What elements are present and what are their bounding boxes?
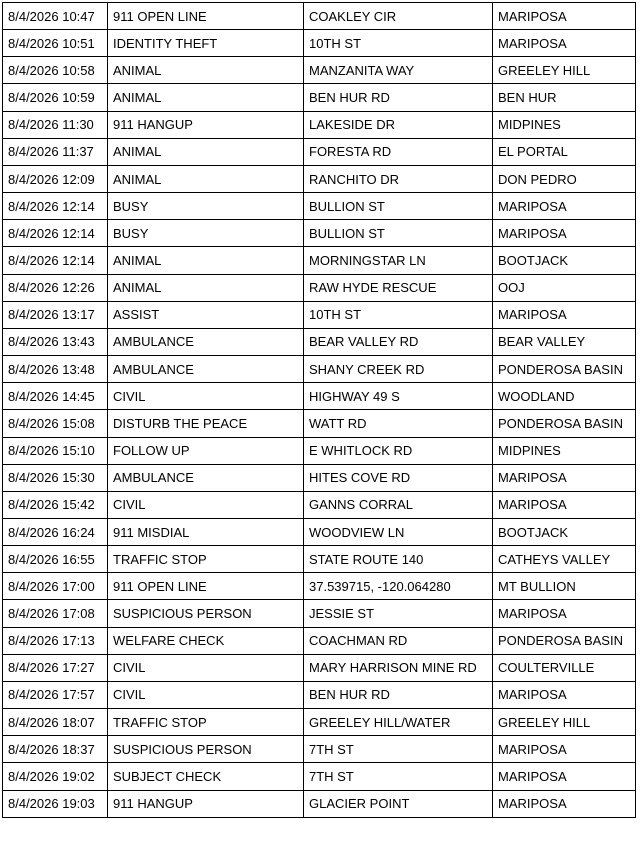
area-cell: PONDEROSA BASIN	[493, 410, 636, 437]
area-cell: MARIPOSA	[493, 30, 636, 57]
location-cell: GLACIER POINT	[304, 790, 493, 817]
location-cell: 37.539715, -120.064280	[304, 573, 493, 600]
call-type-cell: ASSIST	[108, 301, 304, 328]
call-type-cell: DISTURB THE PEACE	[108, 410, 304, 437]
datetime-cell: 8/4/2026 12:14	[3, 247, 108, 274]
call-log-table	[2, 2, 636, 818]
location-cell: WOODVIEW LN	[304, 518, 493, 545]
area-cell: MARIPOSA	[493, 790, 636, 817]
datetime-cell: 8/4/2026 17:13	[3, 627, 108, 654]
table-row	[3, 518, 636, 545]
table-row	[3, 546, 636, 573]
call-type-cell: BUSY	[108, 193, 304, 220]
datetime-cell: 8/4/2026 10:58	[3, 57, 108, 84]
call-type-cell: SUSPICIOUS PERSON	[108, 600, 304, 627]
table-row	[3, 84, 636, 111]
datetime-cell: 8/4/2026 19:02	[3, 763, 108, 790]
table-row	[3, 573, 636, 600]
location-cell: 10TH ST	[304, 301, 493, 328]
table-row	[3, 328, 636, 355]
area-cell: COULTERVILLE	[493, 654, 636, 681]
table-row	[3, 410, 636, 437]
call-type-cell: ANIMAL	[108, 138, 304, 165]
table-row	[3, 383, 636, 410]
call-type-cell: CIVIL	[108, 383, 304, 410]
call-type-cell: AMBULANCE	[108, 328, 304, 355]
call-type-cell: AMBULANCE	[108, 356, 304, 383]
datetime-cell: 8/4/2026 14:45	[3, 383, 108, 410]
datetime-cell: 8/4/2026 17:00	[3, 573, 108, 600]
location-cell: MANZANITA WAY	[304, 57, 493, 84]
datetime-cell: 8/4/2026 19:03	[3, 790, 108, 817]
area-cell: DON PEDRO	[493, 165, 636, 192]
area-cell: MARIPOSA	[493, 3, 636, 30]
call-type-cell: 911 OPEN LINE	[108, 573, 304, 600]
call-type-cell: BUSY	[108, 220, 304, 247]
area-cell: BOOTJACK	[493, 247, 636, 274]
area-cell: BOOTJACK	[493, 518, 636, 545]
table-row	[3, 654, 636, 681]
area-cell: GREELEY HILL	[493, 709, 636, 736]
datetime-cell: 8/4/2026 16:55	[3, 546, 108, 573]
datetime-cell: 8/4/2026 11:30	[3, 111, 108, 138]
datetime-cell: 8/4/2026 11:37	[3, 138, 108, 165]
call-type-cell: TRAFFIC STOP	[108, 709, 304, 736]
datetime-cell: 8/4/2026 12:09	[3, 165, 108, 192]
location-cell: BULLION ST	[304, 220, 493, 247]
table-row	[3, 600, 636, 627]
datetime-cell: 8/4/2026 15:42	[3, 491, 108, 518]
call-type-cell: CIVIL	[108, 681, 304, 708]
table-row	[3, 274, 636, 301]
table-row	[3, 790, 636, 817]
location-cell: BEAR VALLEY RD	[304, 328, 493, 355]
area-cell: BEN HUR	[493, 84, 636, 111]
call-type-cell: SUSPICIOUS PERSON	[108, 736, 304, 763]
table-row	[3, 736, 636, 763]
table-row	[3, 3, 636, 30]
area-cell: EL PORTAL	[493, 138, 636, 165]
call-type-cell: TRAFFIC STOP	[108, 546, 304, 573]
location-cell: GREELEY HILL/WATER	[304, 709, 493, 736]
call-type-cell: ANIMAL	[108, 274, 304, 301]
area-cell: MARIPOSA	[493, 193, 636, 220]
call-type-cell: SUBJECT CHECK	[108, 763, 304, 790]
location-cell: BULLION ST	[304, 193, 493, 220]
area-cell: MARIPOSA	[493, 600, 636, 627]
call-type-cell: 911 HANGUP	[108, 111, 304, 138]
table-row	[3, 138, 636, 165]
area-cell: PONDEROSA BASIN	[493, 627, 636, 654]
datetime-cell: 8/4/2026 12:26	[3, 274, 108, 301]
call-log-body	[3, 3, 636, 818]
table-row	[3, 247, 636, 274]
call-type-cell: 911 OPEN LINE	[108, 3, 304, 30]
area-cell: MARIPOSA	[493, 220, 636, 247]
location-cell: 7TH ST	[304, 763, 493, 790]
location-cell: STATE ROUTE 140	[304, 546, 493, 573]
call-type-cell: FOLLOW UP	[108, 437, 304, 464]
table-row	[3, 301, 636, 328]
datetime-cell: 8/4/2026 18:07	[3, 709, 108, 736]
area-cell: OOJ	[493, 274, 636, 301]
datetime-cell: 8/4/2026 13:43	[3, 328, 108, 355]
location-cell: 10TH ST	[304, 30, 493, 57]
location-cell: MORNINGSTAR LN	[304, 247, 493, 274]
datetime-cell: 8/4/2026 12:14	[3, 193, 108, 220]
location-cell: HITES COVE RD	[304, 464, 493, 491]
table-row	[3, 193, 636, 220]
location-cell: FORESTA RD	[304, 138, 493, 165]
table-row	[3, 57, 636, 84]
location-cell: MARY HARRISON MINE RD	[304, 654, 493, 681]
location-cell: BEN HUR RD	[304, 84, 493, 111]
table-row	[3, 763, 636, 790]
table-row	[3, 491, 636, 518]
area-cell: CATHEYS VALLEY	[493, 546, 636, 573]
datetime-cell: 8/4/2026 13:17	[3, 301, 108, 328]
area-cell: MIDPINES	[493, 111, 636, 138]
datetime-cell: 8/4/2026 10:51	[3, 30, 108, 57]
table-row	[3, 709, 636, 736]
call-type-cell: CIVIL	[108, 654, 304, 681]
location-cell: JESSIE ST	[304, 600, 493, 627]
location-cell: LAKESIDE DR	[304, 111, 493, 138]
location-cell: WATT RD	[304, 410, 493, 437]
area-cell: BEAR VALLEY	[493, 328, 636, 355]
call-type-cell: ANIMAL	[108, 247, 304, 274]
area-cell: MARIPOSA	[493, 464, 636, 491]
table-row	[3, 30, 636, 57]
datetime-cell: 8/4/2026 17:27	[3, 654, 108, 681]
area-cell: MARIPOSA	[493, 763, 636, 790]
call-type-cell: ANIMAL	[108, 84, 304, 111]
datetime-cell: 8/4/2026 15:30	[3, 464, 108, 491]
location-cell: RANCHITO DR	[304, 165, 493, 192]
call-type-cell: 911 MISDIAL	[108, 518, 304, 545]
call-type-cell: ANIMAL	[108, 57, 304, 84]
area-cell: PONDEROSA BASIN	[493, 356, 636, 383]
area-cell: MARIPOSA	[493, 736, 636, 763]
area-cell: MARIPOSA	[493, 301, 636, 328]
call-type-cell: WELFARE CHECK	[108, 627, 304, 654]
datetime-cell: 8/4/2026 17:57	[3, 681, 108, 708]
area-cell: MARIPOSA	[493, 491, 636, 518]
table-row	[3, 220, 636, 247]
table-row	[3, 627, 636, 654]
table-row	[3, 111, 636, 138]
location-cell: COAKLEY CIR	[304, 3, 493, 30]
datetime-cell: 8/4/2026 16:24	[3, 518, 108, 545]
table-row	[3, 464, 636, 491]
call-type-cell: AMBULANCE	[108, 464, 304, 491]
datetime-cell: 8/4/2026 18:37	[3, 736, 108, 763]
datetime-cell: 8/4/2026 10:59	[3, 84, 108, 111]
table-row	[3, 681, 636, 708]
call-type-cell: CIVIL	[108, 491, 304, 518]
area-cell: MARIPOSA	[493, 681, 636, 708]
location-cell: E WHITLOCK RD	[304, 437, 493, 464]
datetime-cell: 8/4/2026 12:14	[3, 220, 108, 247]
area-cell: WOODLAND	[493, 383, 636, 410]
table-row	[3, 437, 636, 464]
location-cell: RAW HYDE RESCUE	[304, 274, 493, 301]
area-cell: MT BULLION	[493, 573, 636, 600]
call-type-cell: IDENTITY THEFT	[108, 30, 304, 57]
datetime-cell: 8/4/2026 15:08	[3, 410, 108, 437]
location-cell: COACHMAN RD	[304, 627, 493, 654]
datetime-cell: 8/4/2026 10:47	[3, 3, 108, 30]
location-cell: BEN HUR RD	[304, 681, 493, 708]
location-cell: GANNS CORRAL	[304, 491, 493, 518]
datetime-cell: 8/4/2026 13:48	[3, 356, 108, 383]
area-cell: GREELEY HILL	[493, 57, 636, 84]
table-row	[3, 165, 636, 192]
call-type-cell: 911 HANGUP	[108, 790, 304, 817]
location-cell: SHANY CREEK RD	[304, 356, 493, 383]
location-cell: HIGHWAY 49 S	[304, 383, 493, 410]
call-type-cell: ANIMAL	[108, 165, 304, 192]
datetime-cell: 8/4/2026 17:08	[3, 600, 108, 627]
datetime-cell: 8/4/2026 15:10	[3, 437, 108, 464]
area-cell: MIDPINES	[493, 437, 636, 464]
table-row	[3, 356, 636, 383]
location-cell: 7TH ST	[304, 736, 493, 763]
